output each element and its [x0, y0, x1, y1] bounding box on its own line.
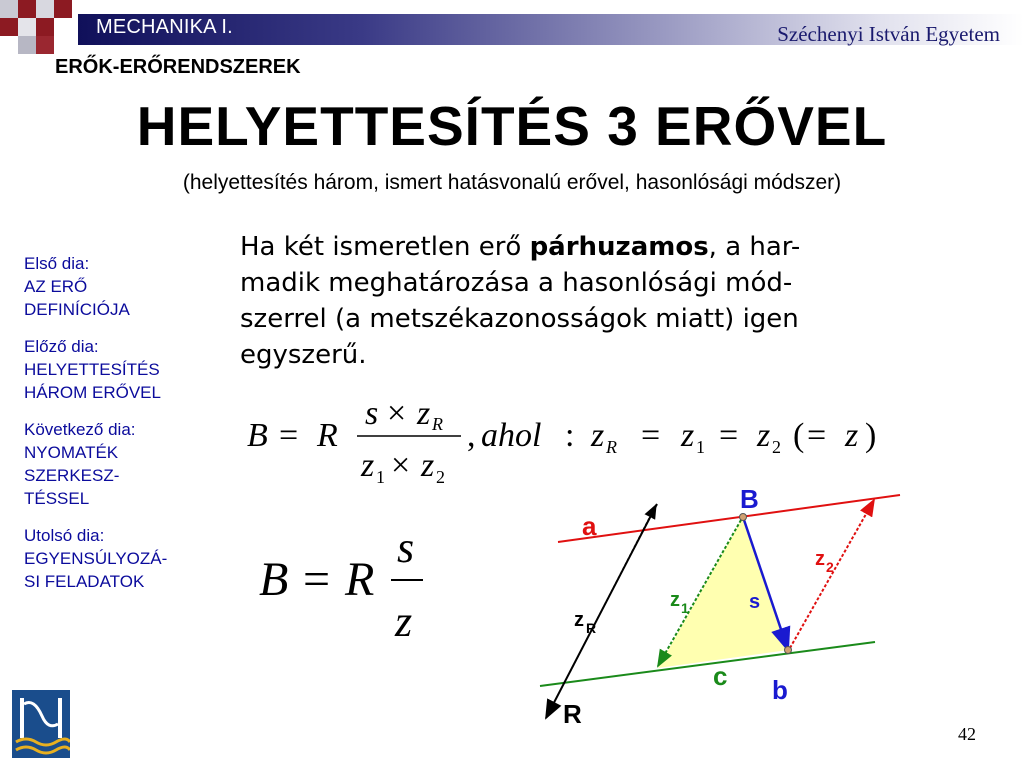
formula1-num-z: z: [417, 395, 431, 432]
nav-last-label: Utolsó dia:: [24, 526, 105, 545]
formula1-equals: =: [279, 417, 299, 454]
course-title: MECHANIKA I.: [96, 16, 233, 38]
formula1-colon: :: [565, 417, 575, 454]
label-B: B: [740, 484, 759, 514]
formula1-den-sub1: 1: [376, 467, 385, 487]
nav-next-label: Következő dia:: [24, 420, 136, 439]
formula1-num-sub: R: [432, 414, 443, 434]
formula2-B: B: [259, 553, 289, 606]
nav-previous-slide-link[interactable]: [24, 335, 224, 404]
slide-title: HELYETTESÍTÉS 3 ERŐVEL: [136, 95, 888, 157]
formula1-paren-close: ): [865, 417, 877, 454]
formula1-den-z2: z: [421, 447, 435, 484]
formula1-den-sub2: 2: [436, 467, 445, 487]
label-R: R: [563, 699, 582, 729]
body-line-4: egyszerű.: [240, 340, 367, 370]
formula-simplified: [255, 520, 445, 650]
nav-next-slide-link[interactable]: [24, 418, 224, 510]
formula1-eq2: =: [641, 417, 661, 454]
label-z2: z: [815, 548, 825, 570]
body-line-1-start: Ha két ismeretlen erő: [240, 232, 530, 262]
nav-previous-title: HELYETTESÍTÉS: [24, 360, 160, 379]
formula1-eq3: =: [719, 417, 739, 454]
formula1-B: B: [247, 417, 268, 454]
nav-last-slide-link[interactable]: [24, 524, 224, 593]
slide-navigation: [24, 252, 224, 607]
nav-first-title-2: DEFINÍCIÓJA: [24, 300, 130, 319]
body-bold-word: párhuzamos: [529, 232, 709, 262]
formula1-den-z1: z: [361, 447, 375, 484]
label-zR-sub: R: [586, 620, 597, 636]
nav-first-title: AZ ERŐ: [24, 277, 88, 296]
nav-previous-title-2: HÁROM ERŐVEL: [24, 383, 161, 402]
force-diagram: [530, 480, 930, 730]
formula1-zR-sub: R: [606, 437, 617, 457]
formula1-z1-sub: 1: [696, 437, 705, 457]
nav-first-slide-link[interactable]: [24, 252, 224, 321]
point-bottom: [785, 647, 792, 654]
formula2-num-s: s: [397, 523, 415, 572]
section-title: ERŐK-ERŐRENDSZEREK: [55, 56, 301, 78]
slide-subtitle: (helyettesítés három, ismert hatásvonalú erővel, hasonlósági módszer): [182, 171, 842, 194]
corner-logo-squares: [0, 0, 80, 62]
nav-next-title-3: TÉSSEL: [24, 489, 90, 508]
label-a: a: [582, 511, 597, 541]
nav-last-title: EGYENSÚLYOZÁ-: [24, 549, 168, 568]
formula1-comma: ,: [467, 417, 476, 454]
formula1-ahol: ahol: [481, 417, 542, 454]
body-line-1: [240, 229, 1000, 265]
formula1-num-s: s: [365, 395, 379, 432]
body-paragraph: [240, 229, 1000, 373]
formula2-R: R: [345, 553, 375, 606]
nav-first-label: Első dia:: [24, 254, 90, 273]
body-line-3: szerrel (a metszékazonosságok miatt) igen: [240, 304, 799, 334]
formula1-z: z: [845, 417, 859, 454]
nav-next-title: NYOMATÉK: [24, 443, 119, 462]
page-number: 42: [958, 724, 976, 744]
line-a: [558, 495, 900, 542]
formula1-paren-open: (: [793, 417, 805, 454]
label-zR: z: [574, 609, 584, 631]
label-c: c: [713, 661, 728, 691]
university-logo: [12, 690, 70, 758]
label-s: s: [749, 591, 761, 613]
nav-previous-label: Előző dia:: [24, 337, 99, 356]
formula1-num-times: ×: [387, 395, 407, 432]
body-line-1-end: , a har-: [708, 232, 801, 262]
label-b: b: [772, 675, 788, 705]
university-name: Széchenyi István Egyetem: [777, 22, 1000, 46]
nav-last-title-2: SI FELADATOK: [24, 572, 145, 591]
label-z1-sub: 1: [681, 600, 689, 616]
formula1-z2-sub: 2: [772, 437, 781, 457]
label-z2-sub: 2: [826, 559, 834, 575]
formula1-den-times: ×: [391, 447, 411, 484]
formula1-z1: z: [681, 417, 695, 454]
formula1-R: R: [317, 417, 338, 454]
point-top: [740, 514, 747, 521]
formula1-zR: z: [591, 417, 605, 454]
formula2-den-z: z: [395, 597, 413, 646]
formula2-equals: =: [303, 553, 331, 606]
formula1-z2: z: [757, 417, 771, 454]
label-z1: z: [670, 589, 680, 611]
formula1-eq4: =: [807, 417, 827, 454]
body-line-2: madik meghatározása a hasonlósági mód-: [240, 268, 793, 298]
nav-next-title-2: SZERKESZ-: [24, 466, 120, 485]
